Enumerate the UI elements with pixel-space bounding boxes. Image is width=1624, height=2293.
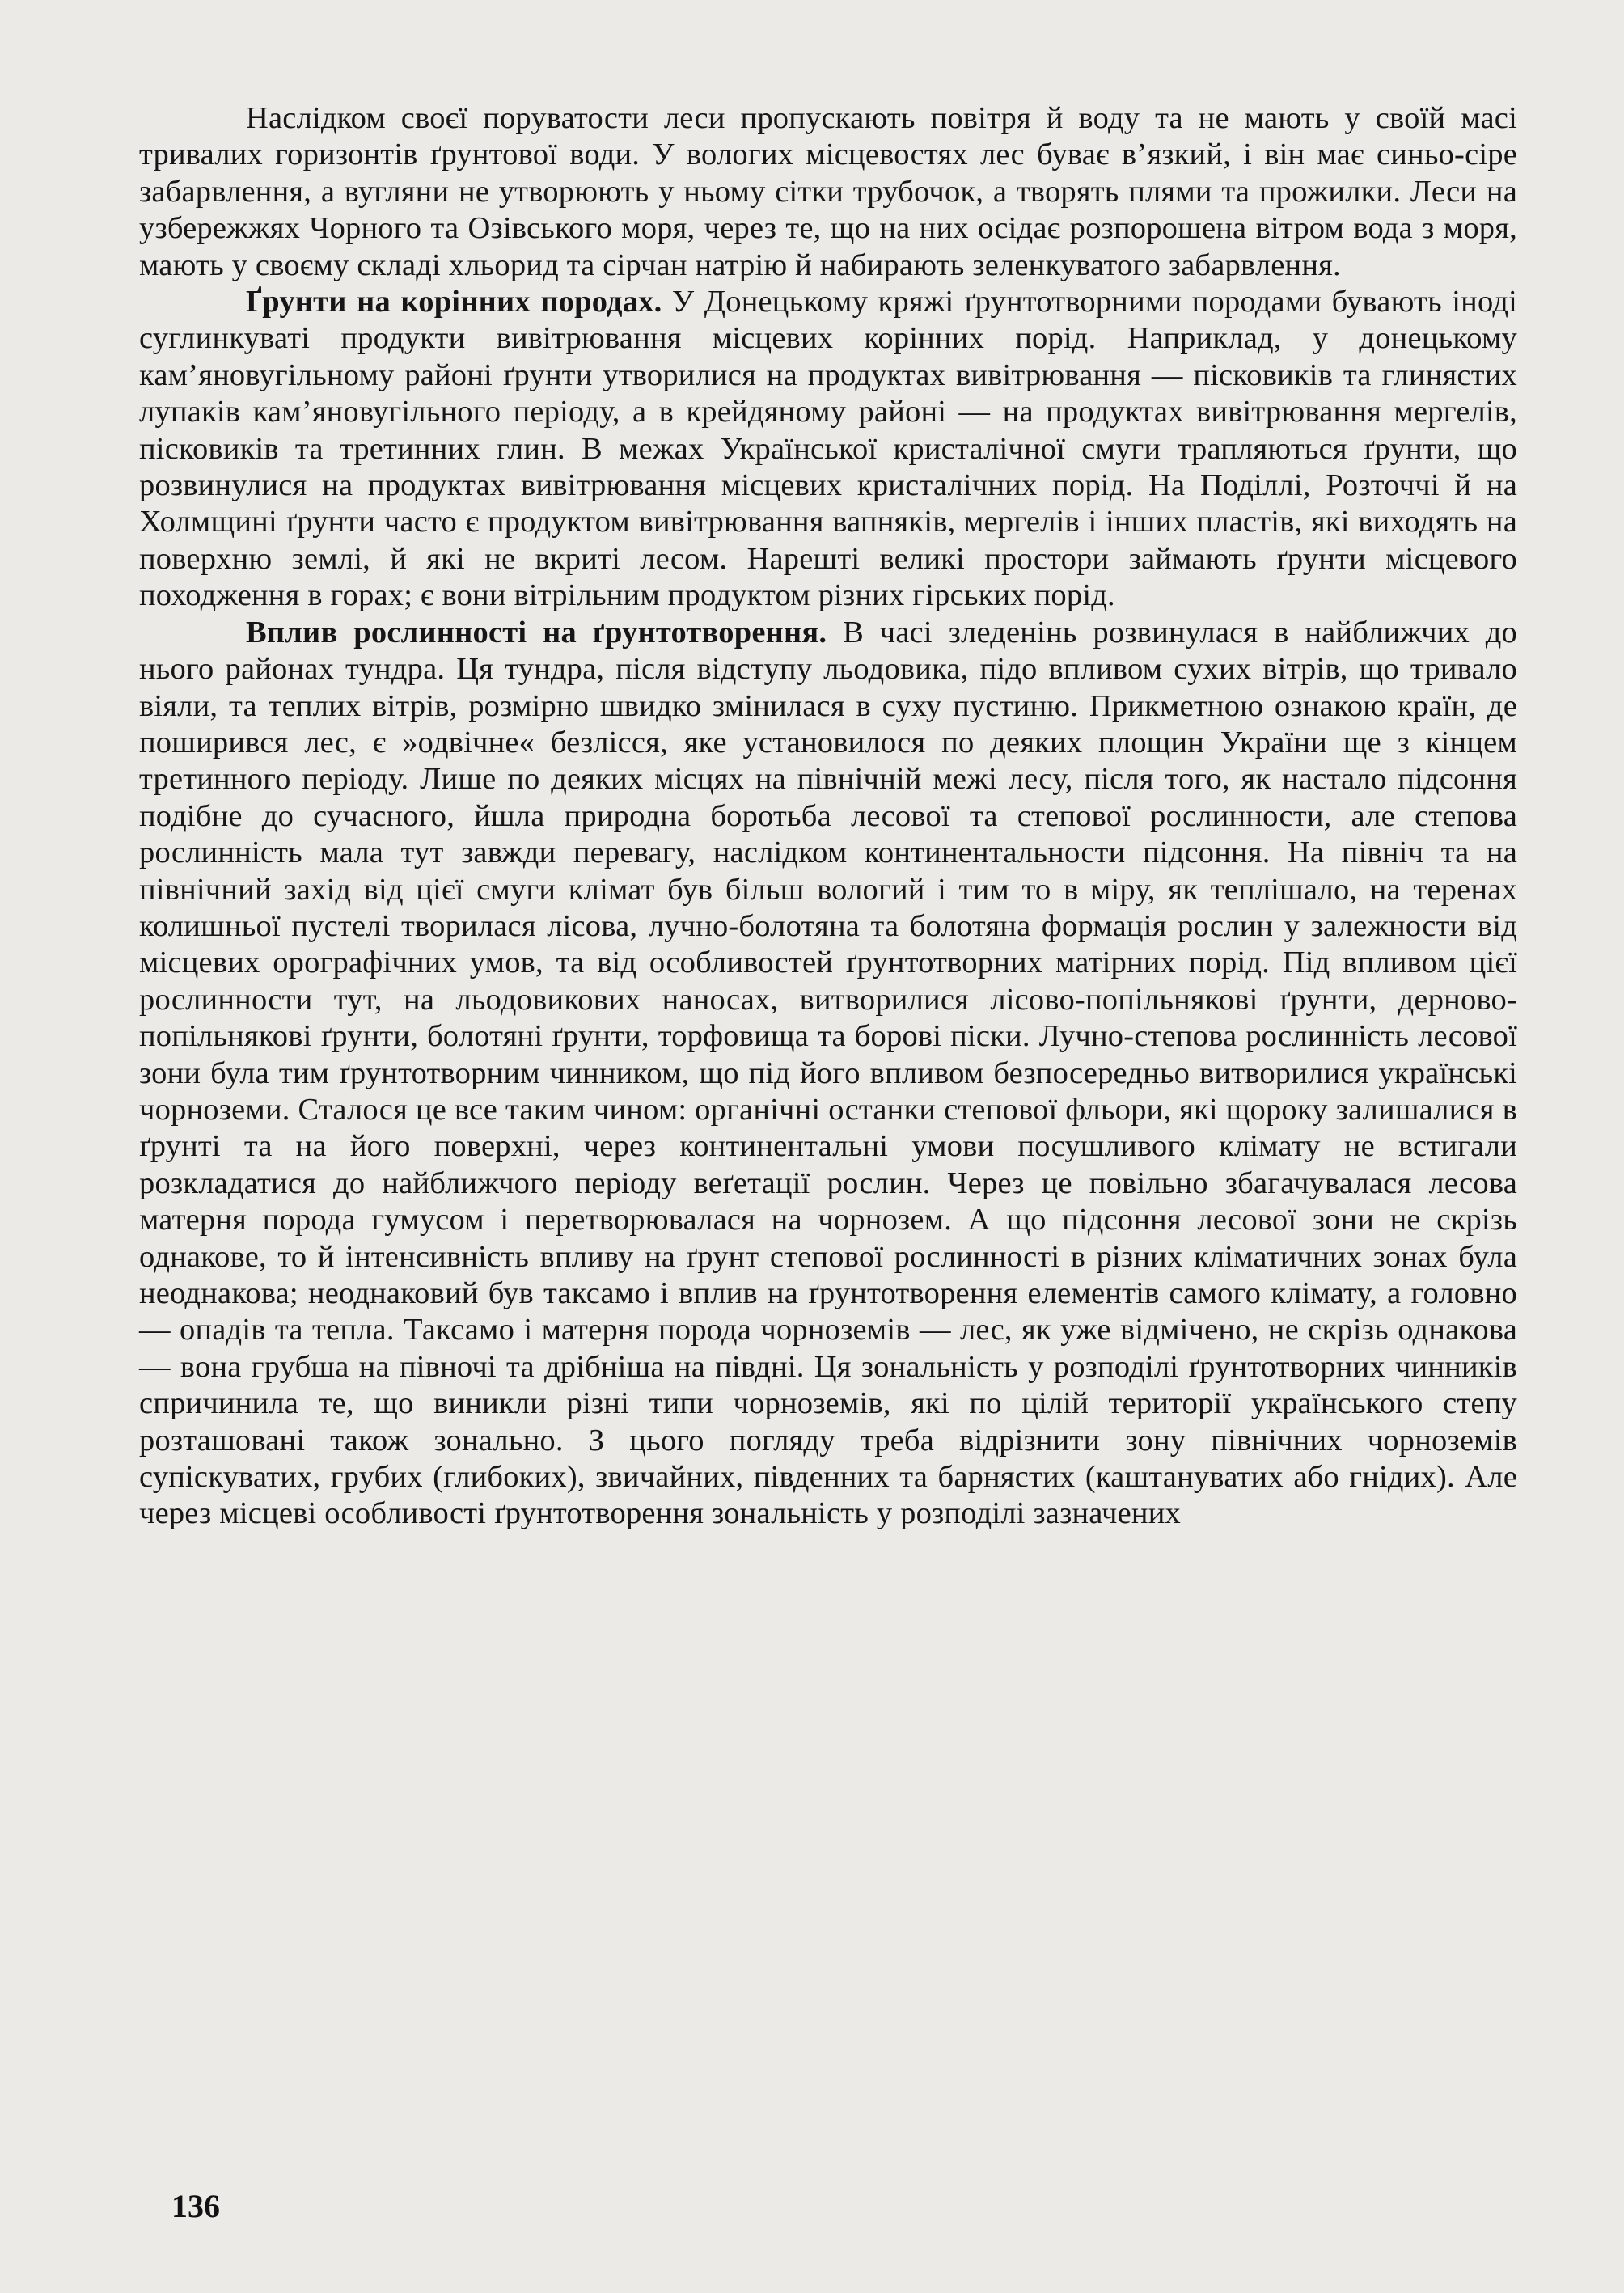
paragraph-heading: Вплив рослинності на ґрунтотворення. bbox=[246, 615, 827, 649]
paragraph-text: В часі зледенінь розвинулася в найближчих до нього районах тундра. Ця тундра, після відступу льодовика, підо впливом сухих вітрів, що тривало віяли, та теплих вітрів, розмірно швидко змінилася в суху пустиню. Прикметною ознакою країн, де поширився лес, є »одвічне« безлісся, яке установилося по деяких площин України ще з кінцем третинного періоду. Лише по деяких місцях на північній межі лесу, після того, як настало підсоння подібне до сучасного, йшла природна боротьба лесової та степової рослинности, але степова рослинність мала тут завжди перевагу, наслідком континентальности підсоння. На північ та на північний захід від цієї смуги клімат був більш вологий і тим то в міру, як теплішало, на теренах колишньої пустелі творилася лісова, лучно-болотяна та болотяна формація рослин у залежности від місцевих орографічних умов, та від особливостей ґрунтотворних матірних порід. Під впливом цієї рослинности тут, на льодовикових наносах, витворилися лісово-попільнякові ґрунти, дерново-попільнякові ґрунти, болотяні ґрунти, торфовища та борові піски. Лучно-степова рослинність лесової зони була тим ґрунтотворним чинником, що під його впливом безпосередньо витворилися українські чорноземи. Сталося це все таким чином: органічні останки степової фльори, які щороку залишалися в ґрунті та на його поверхні, через континентальні умови посушливого клімату не встигали розкладатися до найближчого періоду веґетації рослин. Через це повільно збагачувалася лесова матерня порода гумусом і перетворювалася на чорнозем. А що підсоння лесової зони не скрізь однакове, то й інтенсивність впливу на ґрунт степової рослинності в різних кліматичних зонах була неоднакова; неоднаковий був таксамо і вплив на ґрунтотворення елементів самого клімату, а головно — опадів та тепла. Таксамо і матерня порода чорноземів — лес, як уже відмічено, не скрізь однакова — вона грубша на півночі та дрібніша на півдні. Ця зональність у розподілі ґрунтотворних чинників спричинила те, що виникли різні типи чорноземів, які по цілій території українського степу розташовані також зонально. З цього погляду треба відрізнити зону північних чорноземів супіскуватих, грубих (глибоких), звичайних, південних та барнястих (каштануватих або гнідих). Але через місцеві особливості ґрунтотворення зональність у розподілі зазначених bbox=[139, 615, 1517, 1531]
paragraph-bedrock-soils bbox=[139, 284, 1517, 615]
paragraph-text: У Донецькому кряжі ґрунтотворними породами бувають іноді суглинкуваті продукти вивітрювання місцевих корінних порід. Наприклад, у донецькому кам’яновугільному районі ґрунти утворилися на продуктах вивітрювання — пісковиків та глинястих лупаків кам’яновугільного періоду, а в крейдяному районі — на продуктах вивітрювання мергелів, пісковиків та третинних глин. В межах Української кристалічної смуги трапляються ґрунти, що розвинулися на продуктах вивітрювання місцевих кристалічних порід. На Поділлі, Розточчі й на Холмщині ґрунти часто є продуктом вивітрювання вапняків, мергелів і інших пластів, які виходять на поверхню землі, й які не вкриті лесом. Нарешті великі простори займають ґрунти місцевого походження в горах; є вони вітрільним продуктом різних гірських порід. bbox=[139, 285, 1518, 613]
page-number: 136 bbox=[171, 2188, 220, 2224]
body-text bbox=[139, 100, 1517, 1533]
paragraph-heading: Ґрунти на корінних породах. bbox=[246, 285, 662, 319]
paragraph-text: Наслідком своєї поруватости леси пропускають повітря й воду та не мають у своїй масі тривалих горизонтів ґрунтової води. У вологих місцевостях лес буває в’язкий, і він має синьо-сіре забарвлення, а вугляни не утворюють у ньому сітки трубочок, а творять плями та прожилки. Леси на узбережжях Чорного та Озівського моря, через те, що на них осідає розпорошена вітром вода з моря, мають у своєму складі хльорид та сірчан натрію й набирають зеленкуватого забарвлення. bbox=[139, 101, 1517, 282]
paragraph-vegetation-influence bbox=[139, 615, 1517, 1533]
paragraph-loess-properties bbox=[139, 100, 1517, 284]
